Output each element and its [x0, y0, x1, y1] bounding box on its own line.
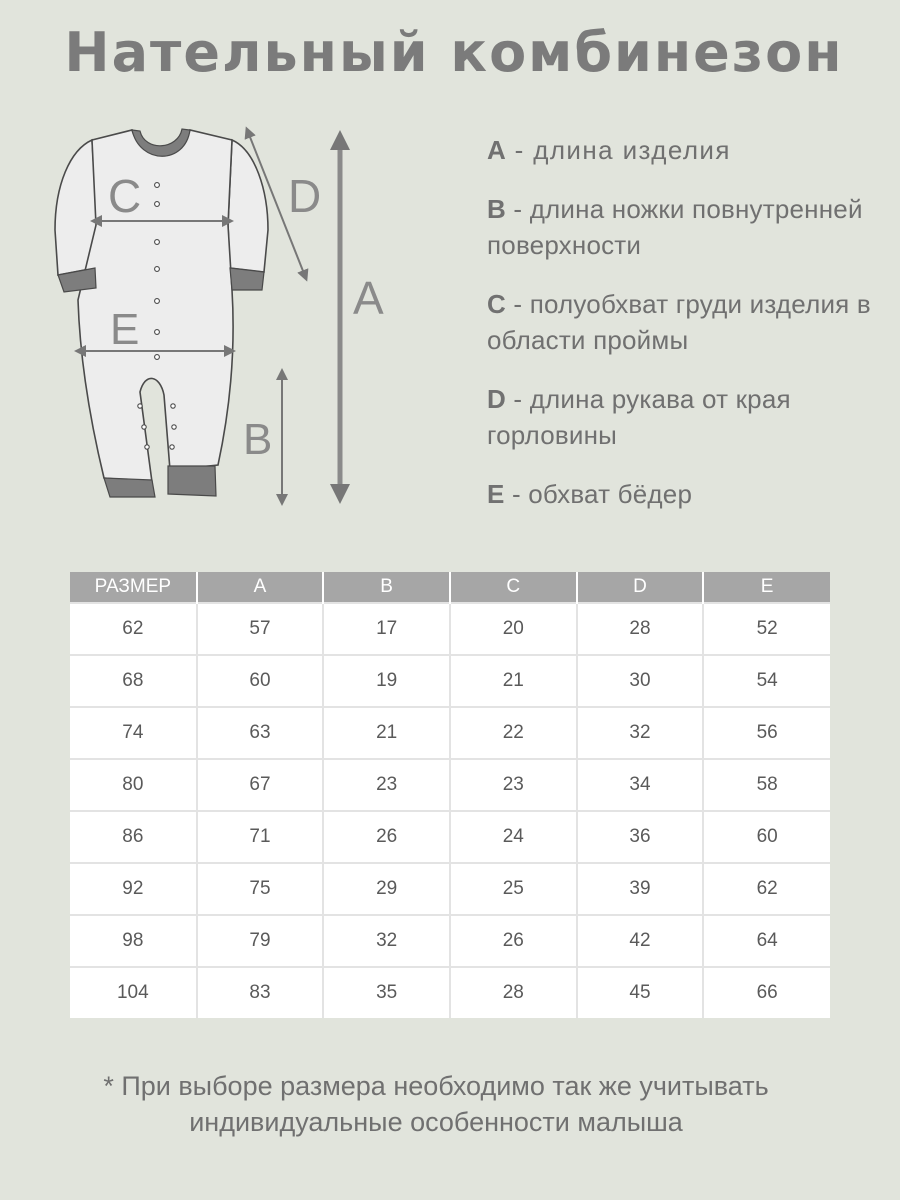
measure-cell: 21: [450, 655, 577, 707]
measure-cell: 21: [323, 707, 450, 759]
measure-cell: 62: [703, 863, 830, 915]
measure-cell: 20: [450, 603, 577, 655]
measure-cell: 19: [323, 655, 450, 707]
legend-key: B: [487, 194, 506, 224]
measure-cell: 22: [450, 707, 577, 759]
measure-cell: 24: [450, 811, 577, 863]
measure-cell: 57: [197, 603, 324, 655]
size-cell: 98: [70, 915, 197, 967]
legend-text: - длина ножки повнутренней поверхности: [487, 194, 863, 260]
measure-cell: 54: [703, 655, 830, 707]
legend-text: - длина рукава от края горловины: [487, 384, 791, 450]
table-row: [70, 863, 830, 915]
measure-cell: 35: [323, 967, 450, 1018]
legend-text: - обхват бёдер: [504, 479, 693, 509]
measure-cell: 28: [577, 603, 704, 655]
measure-cell: 42: [577, 915, 704, 967]
size-cell: 62: [70, 603, 197, 655]
measure-cell: 60: [703, 811, 830, 863]
measurement-legend: [487, 132, 900, 535]
measure-cell: 75: [197, 863, 324, 915]
header-a: A: [197, 572, 324, 603]
legend-item-b: [487, 191, 900, 263]
legend-item-e: [487, 476, 900, 512]
measure-cell: 29: [323, 863, 450, 915]
measure-cell: 71: [197, 811, 324, 863]
legend-item-c: [487, 286, 900, 358]
measure-cell: 39: [577, 863, 704, 915]
label-d: D: [288, 170, 322, 222]
measure-cell: 28: [450, 967, 577, 1018]
measure-cell: 25: [450, 863, 577, 915]
header-size: РАЗМЕР: [70, 572, 197, 603]
header-b: B: [323, 572, 450, 603]
header-d: D: [577, 572, 704, 603]
measure-cell: 23: [450, 759, 577, 811]
table-row: [70, 603, 830, 655]
measure-cell: 58: [703, 759, 830, 811]
size-cell: 86: [70, 811, 197, 863]
label-c: C: [108, 170, 142, 222]
measure-cell: 23: [323, 759, 450, 811]
header-e: E: [703, 572, 830, 603]
size-cell: 104: [70, 967, 197, 1018]
measure-cell: 66: [703, 967, 830, 1018]
measure-cell: 83: [197, 967, 324, 1018]
table-row: [70, 811, 830, 863]
footnote-line: * При выборе размера необходимо так же учитывать: [103, 1071, 769, 1101]
measure-cell: 64: [703, 915, 830, 967]
footnote-line: индивидуальные особенности малыша: [189, 1107, 683, 1137]
measure-cell: 17: [323, 603, 450, 655]
size-cell: 68: [70, 655, 197, 707]
header-c: C: [450, 572, 577, 603]
legend-text: - длина изделия: [505, 135, 731, 165]
legend-item-d: [487, 381, 900, 453]
bodysuit-drawing: [55, 129, 268, 497]
table-row: [70, 707, 830, 759]
measure-cell: 30: [577, 655, 704, 707]
legend-key: E: [487, 479, 505, 509]
table-row: [70, 655, 830, 707]
measure-cell: 63: [197, 707, 324, 759]
measure-cell: 79: [197, 915, 324, 967]
measure-cell: 32: [323, 915, 450, 967]
table-header-row: [70, 572, 830, 603]
measure-cell: 34: [577, 759, 704, 811]
table-row: [70, 759, 830, 811]
table-body: [70, 603, 830, 1018]
measure-cell: 32: [577, 707, 704, 759]
legend-key: A: [487, 135, 506, 165]
legend-key: D: [487, 384, 506, 414]
garment-illustration: [0, 110, 480, 530]
footnote: [0, 1068, 872, 1140]
measure-cell: 67: [197, 759, 324, 811]
label-a: A: [353, 272, 384, 324]
size-cell: 74: [70, 707, 197, 759]
measure-cell: 36: [577, 811, 704, 863]
measure-cell: 56: [703, 707, 830, 759]
size-table: [70, 572, 830, 1018]
label-e: E: [110, 305, 140, 354]
table-row: [70, 967, 830, 1018]
measure-cell: 52: [703, 603, 830, 655]
size-cell: 92: [70, 863, 197, 915]
measure-cell: 26: [450, 915, 577, 967]
measure-cell: 45: [577, 967, 704, 1018]
size-cell: 80: [70, 759, 197, 811]
legend-item-a: [487, 132, 900, 168]
table-row: [70, 915, 830, 967]
page-title: Нательный комбинезон: [64, 21, 844, 84]
label-b: B: [243, 415, 273, 464]
legend-text: - полуобхват груди изделия в области проймы: [487, 289, 871, 355]
measure-cell: 26: [323, 811, 450, 863]
measure-cell: 60: [197, 655, 324, 707]
legend-key: C: [487, 289, 506, 319]
